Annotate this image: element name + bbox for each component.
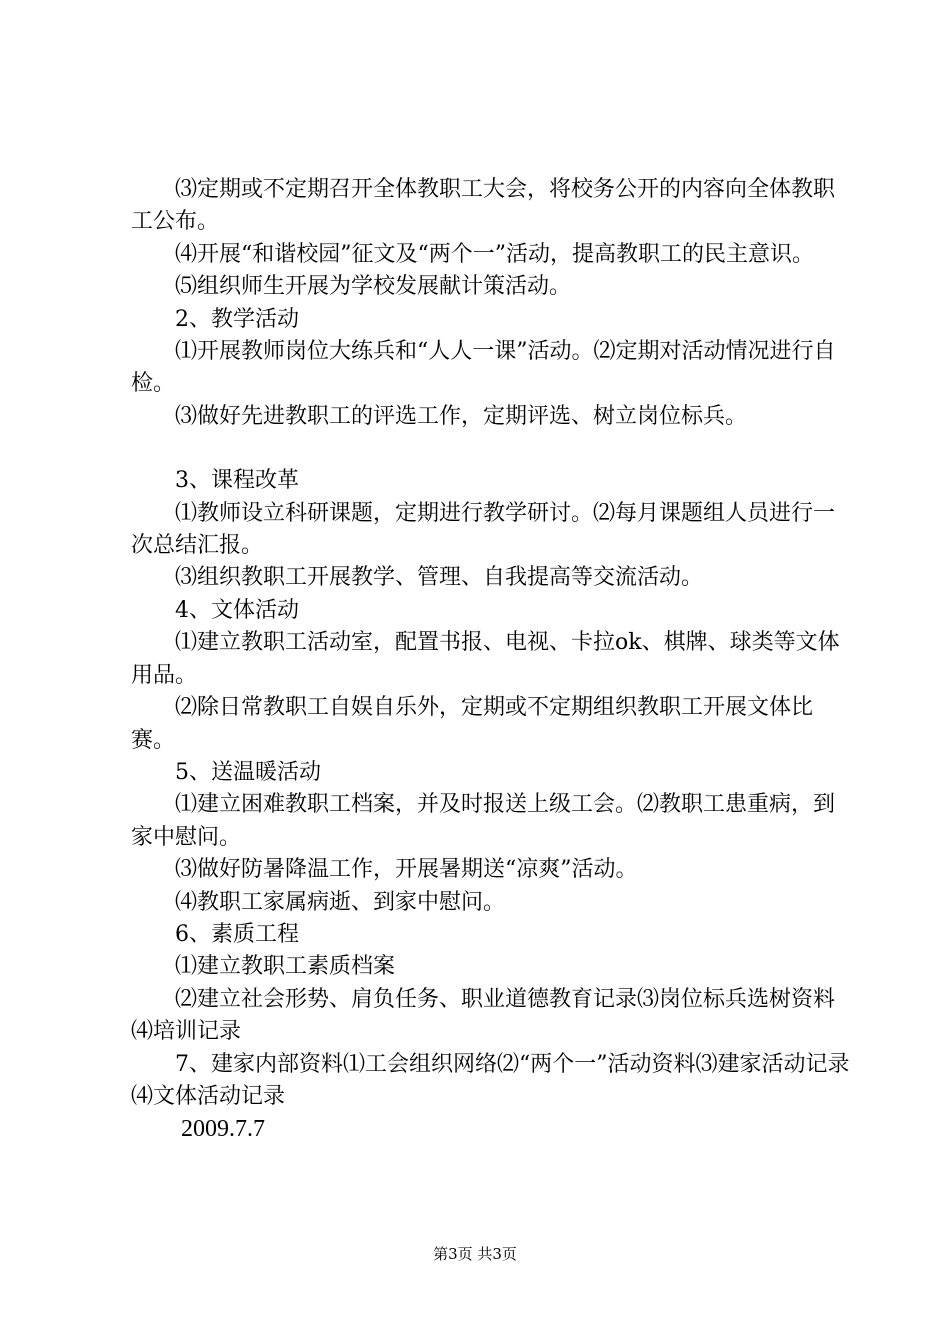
paragraph-item-5-suggestions: ⑸组织师生开展为学校发展献计策活动。	[175, 274, 572, 300]
paragraph-warmth-3: ⑶做好防暑降温工作，开展暑期送“凉爽”活动。	[175, 857, 638, 883]
paragraph-item-4-essay: ⑷开展“和谐校园”征文及“两个一”活动，提高教职工的民主意识。	[175, 241, 814, 267]
paragraph-warmth-1: ⑴建立困难教职工档案，并及时报送上级工会。⑵教职工患重病，到家中慰问。	[131, 792, 836, 850]
paragraph-sports-1: ⑴建立教职工活动室，配置书报、电视、卡拉ok、棋牌、球类等文体用品。	[131, 630, 840, 688]
section-heading-warmth: 5、送温暖活动	[175, 759, 321, 785]
paragraph-quality-1: ⑴建立教职工素质档案	[175, 954, 396, 980]
paragraph-teaching-3: ⑶做好先进教职工的评选工作，定期评选、树立岗位标兵。	[175, 403, 748, 429]
paragraph-quality-2: ⑵建立社会形势、肩负任务、职业道德教育记录⑶岗位标兵选树资料⑷培训记录	[131, 986, 836, 1045]
blank-line	[131, 433, 851, 465]
paragraph-warmth-4: ⑷教职工家属病逝、到家中慰问。	[175, 889, 506, 915]
page-number-label: 第3页 共3页	[433, 1245, 517, 1263]
paragraph-sports-2: ⑵除日常教职工自娱自乐外，定期或不定期组织教职工开展文体比赛。	[131, 695, 814, 753]
section-heading-internal-records: 7、建家内部资料⑴工会组织网络⑵“两个一”活动资料⑶建家活动记录⑷文体活动记录	[131, 1051, 850, 1109]
paragraph-curriculum-3: ⑶组织教职工开展教学、管理、自我提高等交流活动。	[175, 565, 704, 591]
document-body	[131, 174, 851, 1145]
paragraph-curriculum-1: ⑴教师设立科研课题，定期进行教学研讨。⑵每月课题组人员进行一次总结汇报。	[131, 500, 836, 559]
section-heading-teaching: 2、教学活动	[175, 306, 299, 332]
page-footer	[0, 1244, 950, 1264]
section-heading-curriculum: 3、课程改革	[175, 468, 299, 494]
document-date: 2009.7.7	[181, 1116, 265, 1143]
section-heading-sports: 4、文体活动	[175, 597, 299, 623]
paragraph-item-3-notice: ⑶定期或不定期召开全体教职工大会，将校务公开的内容向全体教职工公布。	[131, 177, 836, 235]
section-heading-quality: 6、素质工程	[175, 921, 299, 947]
paragraph-teaching-1: ⑴开展教师岗位大练兵和“人人一课”活动。⑵定期对活动情况进行自检。	[131, 339, 836, 397]
